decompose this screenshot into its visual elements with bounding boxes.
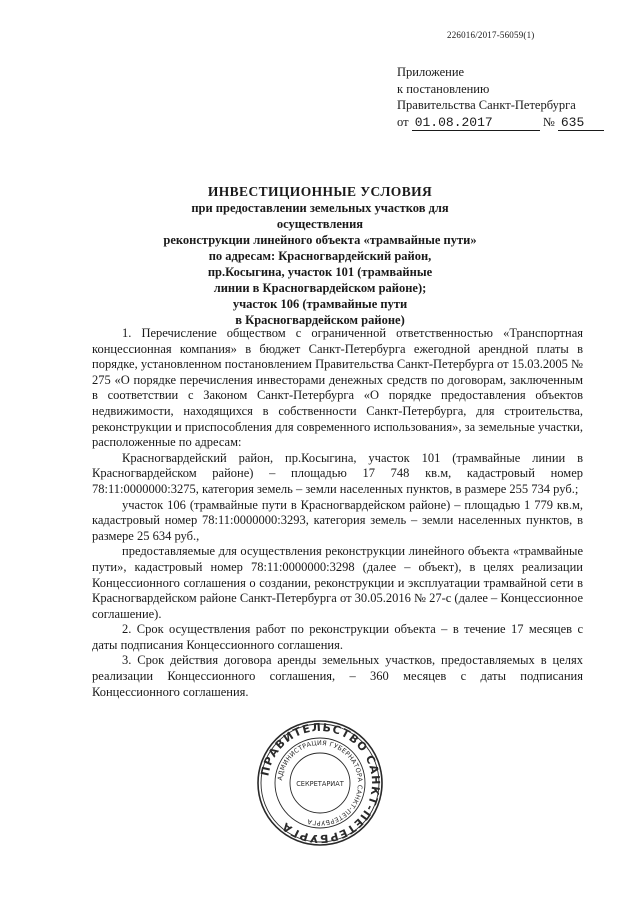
seal-inner-text: АДМИНИСТРАЦИЯ ГУБЕРНАТОРА САНКТ-ПЕТЕРБУРГА [276, 738, 365, 828]
annex-number-value: 635 [558, 116, 604, 131]
paragraph-purpose: предоставляемые для осуществления реконструкции линейного объекта «трамвайные пути», кадастровый номер 78:11:0000000:3298 (далее – объект), в целях реализации Концессионного соглашения о создании, реконструкции и эксплуатации трамвайной сети в Красногвардейском районе Санкт-Петербурга от 30.05.2016 № 27-с (далее – Концессионное соглашение). [92, 544, 583, 621]
paragraph-plot-101: Красногвардейский район, пр.Косыгина, участок 101 (трамвайные линии в Красногвардейском районе) – площадью 17 748 кв.м, кадастровый номер 78:11:0000000:3275, категория земель – земли населенных пунктов, в размере 255 734 руб.; [92, 450, 583, 496]
annex-line-1: Приложение [397, 65, 465, 79]
annex-number-label: № [542, 114, 555, 129]
annex-line-2: к постановлению [397, 81, 490, 96]
annex-date-blank [510, 116, 540, 131]
document-title [150, 184, 490, 328]
title-line-3: реконструкции линейного объекта «трамвайные пути» [163, 233, 477, 247]
title-line-8: в Красногвардейском районе) [235, 313, 405, 327]
paragraph-plot-106: участок 106 (трамвайные пути в Красногвардейском районе) – площадью 1 779 кв.м, кадастровый номер 78:11:0000000:3293, категория земель – земли населенных пунктов, в размере 25 634 руб., [92, 497, 583, 543]
annex-date-value: 01.08.2017 [412, 116, 510, 131]
seal-center-text: СЕКРЕТАРИАТ [296, 780, 344, 788]
title-line-7: участок 106 (трамвайные пути [232, 297, 408, 311]
document-body [92, 326, 583, 700]
title-line-6: линии в Красногвардейском районе); [213, 281, 427, 295]
document-id: 226016/2017-56059(1) [447, 30, 535, 40]
title-line-1: ИНВЕСТИЦИОННЫЕ УСЛОВИЯ [207, 184, 433, 199]
annex-from-label: от [397, 114, 409, 129]
paragraph-1: 1. Перечисление обществом с ограниченной ответственностью «Транспортная концессионная компания» в бюджет Санкт-Петербурга ежегодной арендной платы в порядке, установленном постановлением Правительства Санкт-Петербурга от 15.03.2005 № 275 «О порядке перечисления инвесторами денежных средств по договорам, заключенным в соответствии с Законом Санкт-Петербурга «О порядке предоставления объектов недвижимости, находящихся в собственности Санкт-Петербурга, для строительства, реконструкции и приспособления для современного использования», за земельные участки, расположенные по адресам: [92, 326, 583, 450]
annex-line-3: Правительства Санкт-Петербурга [397, 98, 576, 112]
paragraph-3: 3. Срок действия договора аренды земельных участков, предоставляемых в целях реализации Концессионного соглашения, – 360 месяцев с даты подписания Концессионного соглашения. [92, 653, 583, 699]
official-seal [255, 718, 385, 848]
title-line-5: пр.Косыгина, участок 101 (трамвайные [207, 265, 433, 279]
title-line-2: при предоставлении земельных участков для осуществления [191, 201, 449, 231]
seal-outer-text: ПРАВИТЕЛЬСТВО САНКТ-ПЕТЕРБУРГА [258, 720, 383, 846]
annex-date-line [397, 114, 604, 131]
annex-block [397, 64, 604, 131]
title-line-4: по адресам: Красногвардейский район, [208, 249, 432, 263]
paragraph-2: 2. Срок осуществления работ по реконструкции объекта – в течение 17 месяцев с даты подписания Концессионного соглашения. [92, 622, 583, 652]
